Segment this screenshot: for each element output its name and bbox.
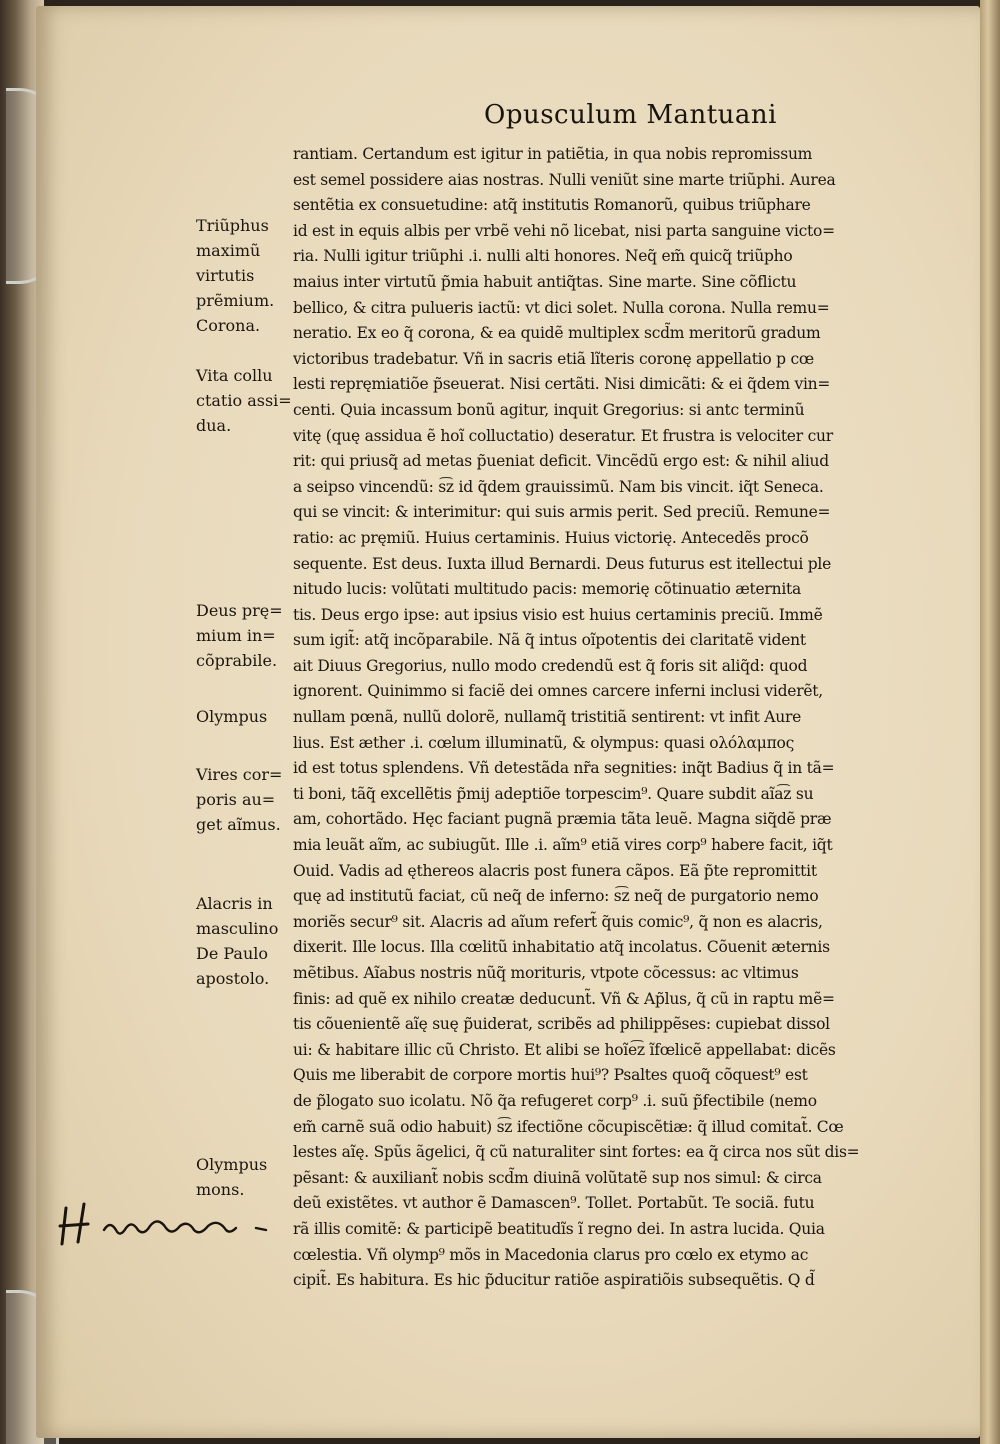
text-line: dixerit. Ille locus. Illa cœlitũ inhabitatio atq̃ incolatus. Cõuenit æternis bbox=[293, 938, 830, 957]
margin-note-line: apostolo. bbox=[196, 969, 270, 988]
text-line: ti boni, tãq̃ excellẽtis p̃mij adeptiõe torpescim⁹. Quare subdit aĩa͡z su bbox=[293, 784, 814, 803]
text-line: neratio. Ex eo q̃ corona, & ea quidẽ multiplex scd̃m meritorũ gradum bbox=[293, 324, 821, 343]
text-line: sum igit̃: atq̃ incõparabile. Nã q̃ intus oĩpotentis dei claritatẽ vident bbox=[293, 631, 806, 650]
text-line: de p̃logato suo icolatu. Nõ q̃a refugeret corp⁹ .i. suũ p̃fectibile (nemo bbox=[293, 1091, 817, 1110]
margin-note-olympus-mons bbox=[196, 1152, 267, 1202]
text-line: est semel possidere aias nostras. Nulli veniũt sine marte triũphi. Aurea bbox=[293, 170, 836, 189]
text-line: nullam pœnã, nullũ dolorẽ, nullamq̃ tristitiã sentirent: vt infit Aure bbox=[293, 708, 802, 727]
margin-note-line: Olympus bbox=[196, 1155, 268, 1174]
text-line: ria. Nulli igitur triũphi .i. nulli alti honores. Neq̃ em̃ quicq̃ triũpho bbox=[293, 247, 793, 266]
text-line: mia leuãt aĩm, ac subiugũt. Ille .i. aĩm⁹ etiã vires corp⁹ habere facit, iq̃t bbox=[293, 836, 833, 855]
margin-note-alacris bbox=[196, 891, 278, 991]
running-head: Opusculum Mantuani bbox=[484, 100, 777, 130]
margin-note-triumphus bbox=[196, 213, 274, 338]
text-line: ait Diuus Gregorius, nullo modo credendũ est q̃ foris sit aliq̃d: quod bbox=[293, 656, 808, 675]
text-line: lesti repręmiatiõe p̃seuerat. Nisi certãti. Nisi dimicãti: & ei q̃dem vin= bbox=[293, 375, 831, 394]
margin-note-line: get aĩmus. bbox=[196, 815, 281, 834]
text-line: tis cõuenientẽ aĩę suę p̃uiderat, scribẽs ad philippẽses: cupiebat dissol bbox=[293, 1015, 830, 1034]
handwritten-signature bbox=[58, 1198, 278, 1250]
text-line: rantiam. Certandum est igitur in patiẽtia, in qua nobis repromissum bbox=[293, 145, 813, 163]
text-line: am, cohortãdo. Hęc faciant pugnã præmia tãta leuẽ. Magna siq̃dẽ præ bbox=[293, 810, 832, 829]
text-line: centi. Quia incassum bonũ agitur, inquit Gregorius: si antc terminũ bbox=[293, 400, 805, 419]
body-text bbox=[293, 142, 908, 1294]
text-line: Quis me liberabit de corpore mortis hui⁹? Psaltes quoq̃ cõquest⁹ est bbox=[293, 1066, 808, 1085]
margin-note-vita bbox=[196, 363, 292, 438]
margin-note-line: masculino bbox=[196, 919, 279, 938]
text-line: sequente. Est deus. Iuxta illud Bernardi. Deus futurus est itellectui ple bbox=[293, 554, 832, 573]
text-line: moriẽs secur⁹ sit. Alacris ad aĩum refert̃ q̃uis comic⁹, q̃ non es alacris, bbox=[293, 912, 823, 931]
margin-note-line: Deus prę= bbox=[196, 601, 283, 620]
text-line: Ouid. Vadis ad ęthereos alacris post funera cãpos. Eã p̃te repromittit bbox=[293, 861, 817, 880]
text-line: quę ad institutũ faciat, cũ neq̃ de inferno: s͡z neq̃ de purgatorio nemo bbox=[293, 887, 819, 906]
text-line: qui se vincit: & interimitur: qui suis armis perit. Sed preciũ. Remune= bbox=[293, 503, 831, 522]
margin-note-line: poris au= bbox=[196, 790, 276, 809]
text-line: id est totus splendens. Vñ detestãda nr̃a segnities: inq̃t Badius q̃ in tã= bbox=[293, 759, 835, 778]
margin-note-line: mium in= bbox=[196, 626, 276, 645]
text-line: ratio: ac pręmiũ. Huius certaminis. Huius victorię. Antecedẽs procõ bbox=[293, 528, 809, 547]
text-line: rã illis comitẽ: & participẽ beatitudĩs ĩ regno dei. In astra lucida. Quia bbox=[293, 1219, 825, 1238]
margin-note-line: Triũphus bbox=[196, 216, 269, 235]
text-line: ignorent. Quinimmo si faciẽ dei omnes carcere inferni inclusi viderẽt, bbox=[293, 682, 823, 701]
text-line: em̃ carnẽ suã odio habuit) s͡z ifectiõne cõcupiscẽtiæ: q̃ illud comitat̃. Cœ bbox=[293, 1117, 844, 1136]
margin-note-vires bbox=[196, 762, 282, 837]
text-line: mẽtibus. Aĩabus nostris nũq̃ morituris, vtpote cõcessus: ac vltimus bbox=[293, 964, 799, 982]
margin-note-line: mons. bbox=[196, 1180, 245, 1199]
margin-note-line: Vires cor= bbox=[196, 765, 283, 784]
text-line: id est in equis albis per vrbẽ vehi nõ licebat, nisi parta sanguine victo= bbox=[293, 221, 835, 240]
margin-note-line: dua. bbox=[196, 416, 232, 435]
text-line: nitudo lucis: volũtati multitudo pacis: memorię cõtinuatio æternita bbox=[293, 580, 802, 599]
margin-note-line: virtutis bbox=[196, 266, 255, 285]
text-line: cipit̃. Es habitura. Es hic p̃ducitur ratiõe aspiratiõis subsequẽtis. Q d̃ bbox=[293, 1271, 815, 1290]
margin-note-line: Olympus bbox=[196, 707, 268, 726]
margin-note-line: Corona. bbox=[196, 316, 261, 335]
text-line: finis: ad quẽ ex nihilo creatæ deducunt̃. Vñ & Ap̃lus, q̃ cũ in raptu mẽ= bbox=[293, 989, 835, 1008]
text-line: a seipso vincendũ: s͡z id q̃dem grauissimũ. Nam bis vincit. iq̃t Seneca. bbox=[293, 477, 824, 496]
margin-note-deus bbox=[196, 598, 283, 673]
margin-note-line: Alacris in bbox=[196, 894, 273, 913]
margin-note-line: De Paulo bbox=[196, 944, 269, 963]
margin-note-line: ctatio assi= bbox=[196, 391, 292, 410]
margin-note-line: cõprabile. bbox=[196, 651, 278, 670]
margin-note-line: Vita collu bbox=[196, 366, 273, 385]
text-line: rit: qui priusq̃ ad metas p̃ueniat deficit. Vincẽdũ ergo est: & nihil aliud bbox=[293, 452, 829, 471]
text-line: sentẽtia ex consuetudine: atq̃ institutis Romanorũ, quibus triũphare bbox=[293, 196, 811, 215]
text-line: deũ existẽtes. vt author ẽ Damascen⁹. Tollet. Portabũt. Te sociã. futu bbox=[293, 1194, 815, 1213]
text-line: ui: & habitare illic cũ Christo. Et alibi se hoĩe͡z ĩfœlicẽ appellabat: dicẽs bbox=[293, 1040, 836, 1059]
margin-note-line: maximũ bbox=[196, 241, 261, 260]
text-line: victoribus tradebatur. Vñ in sacris etiã lĩteris coronę appellatio p cœ bbox=[293, 349, 815, 368]
text-line: lestes aĩę. Spũs ãgelici, q̃ cũ naturaliter sint fortes: ea q̃ circa nos sũt dis= bbox=[293, 1143, 860, 1162]
text-line: pẽsant: & auxiliant̃ nobis scd̃m diuinã volũtatẽ sup nos simul: & circa bbox=[293, 1168, 822, 1187]
text-line: cœlestia. Vñ olymp⁹ mõs in Macedonia clarus pro cœlo ex etymo ac bbox=[293, 1245, 809, 1264]
text-line: tis. Deus ergo ipse: aut ipsius visio est huius certaminis preciũ. Immẽ bbox=[293, 605, 823, 624]
text-line: vitę (quę assidua ẽ hoĩ colluctatio) deseratur. Et frustra is velociter cur bbox=[293, 426, 833, 445]
page-edge bbox=[980, 0, 1000, 1444]
text-line: lius. Est æther .i. cœlum illuminatũ, & olympus: quasi ολόλαμπος bbox=[293, 733, 795, 752]
text-line: maius inter virtutũ p̃mia habuit antiq̃tas. Sine marte. Sine cõflictu bbox=[293, 272, 797, 291]
margin-note-line: prẽmium. bbox=[196, 291, 275, 310]
text-line: bellico, & citra pulueris iactũ: vt dici solet. Nulla corona. Nulla remu= bbox=[293, 298, 830, 317]
margin-note-olympus bbox=[196, 704, 267, 729]
